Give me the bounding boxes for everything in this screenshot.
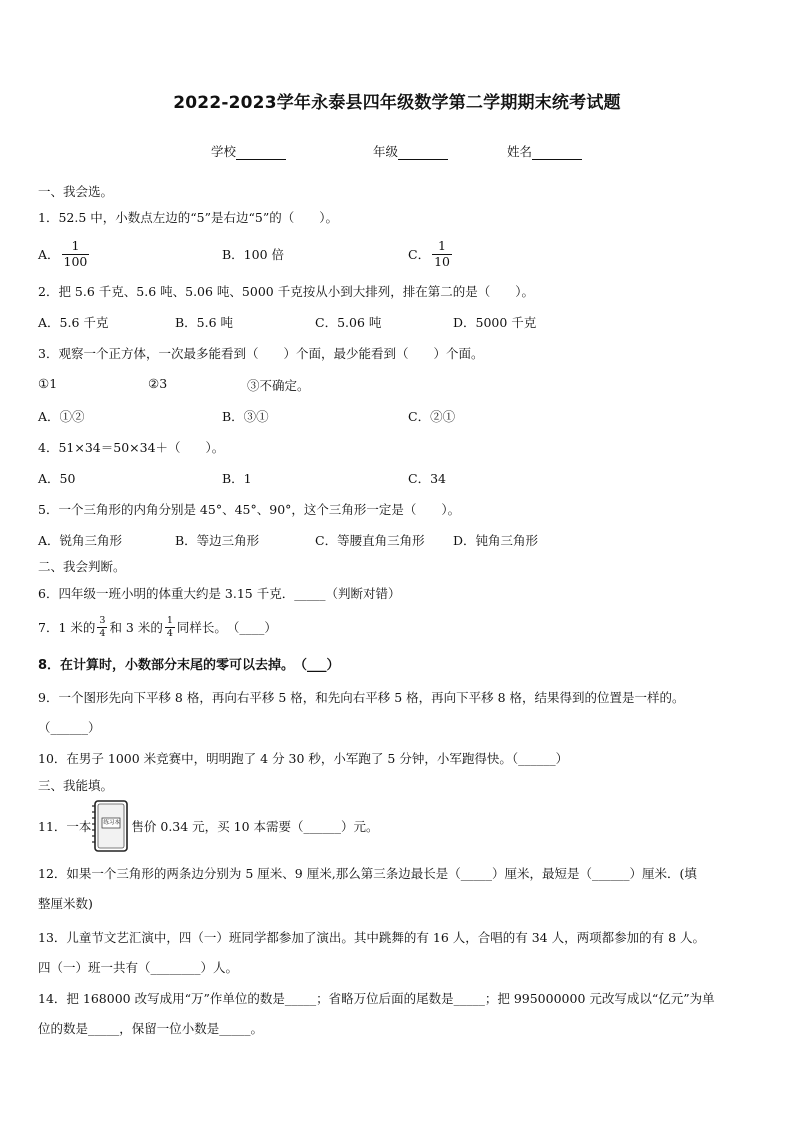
question-2-stem: 2．把 5.6 千克、5.6 吨、5.06 吨、5000 千克按从小到大排列，排在第二的是（ ）。 [38, 284, 534, 299]
question-5-stem: 5．一个三角形的内角分别是 45°、45°、90°，这个三角形一定是（ ）。 [38, 502, 461, 517]
question-8: 8．在计算时，小数部分末尾的零可以去掉。 （___） [38, 658, 340, 673]
section-choice-heading: 一、我会选。 [38, 184, 114, 199]
question-9-line-2: （______） [38, 720, 101, 735]
question-11-part-2: 售价 0.34 元，买 10 本需要（______）元。 [131, 819, 379, 834]
option-c-label: C． [408, 247, 431, 262]
question-1-option-c[interactable] [408, 236, 454, 272]
question-5-option-c[interactable]: C．等腰直角三角形 [315, 533, 425, 548]
school-label: 学校 [211, 144, 237, 159]
notebook-label: 练习本 [103, 820, 120, 826]
question-2-option-b[interactable]: B．5.6 吨 [175, 315, 234, 330]
name-blank[interactable] [532, 144, 582, 160]
question-13-line-1: 13．儿童节文艺汇演中，四（一）班同学都参加了演出。其中跳舞的有 16 人，合唱的有 34 人，两项都参加的有 8 人。 [38, 930, 706, 945]
grade-blank[interactable] [398, 144, 448, 160]
question-14-line-1: 14．把 168000 改写成用“万”作单位的数是_____；省略万位后面的尾数是_____；把 995000000 元改写成以“亿元”为单 [38, 991, 715, 1006]
question-2-option-d[interactable]: D．5000 千克 [453, 315, 537, 330]
name-field[interactable] [507, 142, 582, 160]
question-7-part-2: 和 3 米的 [109, 620, 163, 635]
question-5-option-b[interactable]: B．等边三角形 [175, 533, 260, 548]
question-4-stem: 4．51×34＝50×34＋（ ）。 [38, 440, 225, 455]
question-14-line-2: 位的数是_____，保留一位小数是_____。 [38, 1021, 264, 1036]
question-1-stem: 1．52.5 中，小数点左边的“5”是右边“5”的（ ）。 [38, 210, 338, 225]
option-a-label: A． [38, 247, 60, 262]
question-4-option-b[interactable]: B．1 [222, 471, 252, 486]
question-7-part-1: 7．1 米的 [38, 620, 96, 635]
fraction-denominator: 4 [166, 627, 173, 639]
question-11-part-1: 11．一本 [38, 819, 92, 834]
question-3-option-a[interactable]: A．①② [38, 409, 85, 424]
fraction-numerator: 1 [438, 238, 446, 253]
question-3-option-b[interactable]: B．③① [222, 409, 269, 424]
question-12-line-1: 12．如果一个三角形的两条边分别为 5 厘米、9 厘米,那么第三条边最长是（_____）厘米，最短是（______）厘米．(填 [38, 866, 697, 881]
page-title: 2022-2023学年永泰县四年级数学第二学期期末统考试题 [173, 93, 621, 113]
question-3-item-2: ②3 [148, 376, 168, 391]
section-fill-heading: 三、我能填。 [38, 778, 114, 793]
question-13-line-2: 四（一）班一共有（________）人。 [38, 960, 239, 975]
question-5-option-a[interactable]: A．锐角三角形 [38, 533, 123, 548]
question-4-option-a[interactable]: A．50 [38, 471, 76, 486]
question-3-item-1: ①1 [38, 376, 58, 391]
fraction-numerator: 3 [99, 615, 106, 626]
grade-label: 年级 [373, 144, 399, 159]
notebook-icon [91, 798, 131, 854]
question-4-option-c[interactable]: C．34 [408, 471, 446, 486]
school-field[interactable] [211, 142, 286, 160]
question-1-option-b[interactable]: B．100 倍 [222, 247, 285, 262]
question-12-line-2: 整厘米数) [38, 896, 93, 911]
question-6: 6．四年级一班小明的体重大约是 3.15 千克．_____（判断对错） [38, 586, 401, 601]
fraction-1-10 [432, 240, 452, 268]
section-judge-heading: 二、我会判断。 [38, 559, 126, 574]
fraction-numerator: 1 [71, 238, 80, 253]
question-5-option-d[interactable]: D．钝角三角形 [453, 533, 539, 548]
name-label: 姓名 [507, 144, 533, 159]
fraction-3-4 [97, 616, 107, 638]
fraction-denominator: 4 [99, 627, 106, 639]
question-3-stem: 3．观察一个正方体，一次最多能看到（ ）个面，最少能看到（ ）个面。 [38, 346, 484, 361]
question-7 [38, 610, 277, 644]
question-9-line-1: 9．一个图形先向下平移 8 格，再向右平移 5 格，和先向右平移 5 格，再向下平移 8 格，结果得到的位置是一样的。 [38, 690, 685, 705]
question-3-item-3: ③不确定。 [247, 378, 310, 393]
question-2-option-c[interactable]: C．5.06 吨 [315, 315, 382, 330]
school-blank[interactable] [236, 144, 286, 160]
grade-field[interactable] [373, 142, 448, 160]
question-1-option-a[interactable] [38, 236, 91, 272]
question-3-option-c[interactable]: C．②① [408, 409, 456, 424]
fraction-numerator: 1 [166, 615, 173, 626]
fraction-denominator: 100 [63, 253, 88, 269]
fraction-denominator: 10 [434, 253, 450, 269]
fraction-1-100 [62, 240, 90, 268]
fraction-1-4 [165, 616, 175, 638]
question-7-part-3: 同样长。 （____） [176, 620, 277, 635]
question-2-option-a[interactable]: A．5.6 千克 [38, 315, 109, 330]
question-10: 10．在男子 1000 米竞赛中，明明跑了 4 分 30 秒，小军跑了 5 分钟，小军跑得快。（______） [38, 751, 569, 766]
question-11 [38, 796, 379, 856]
